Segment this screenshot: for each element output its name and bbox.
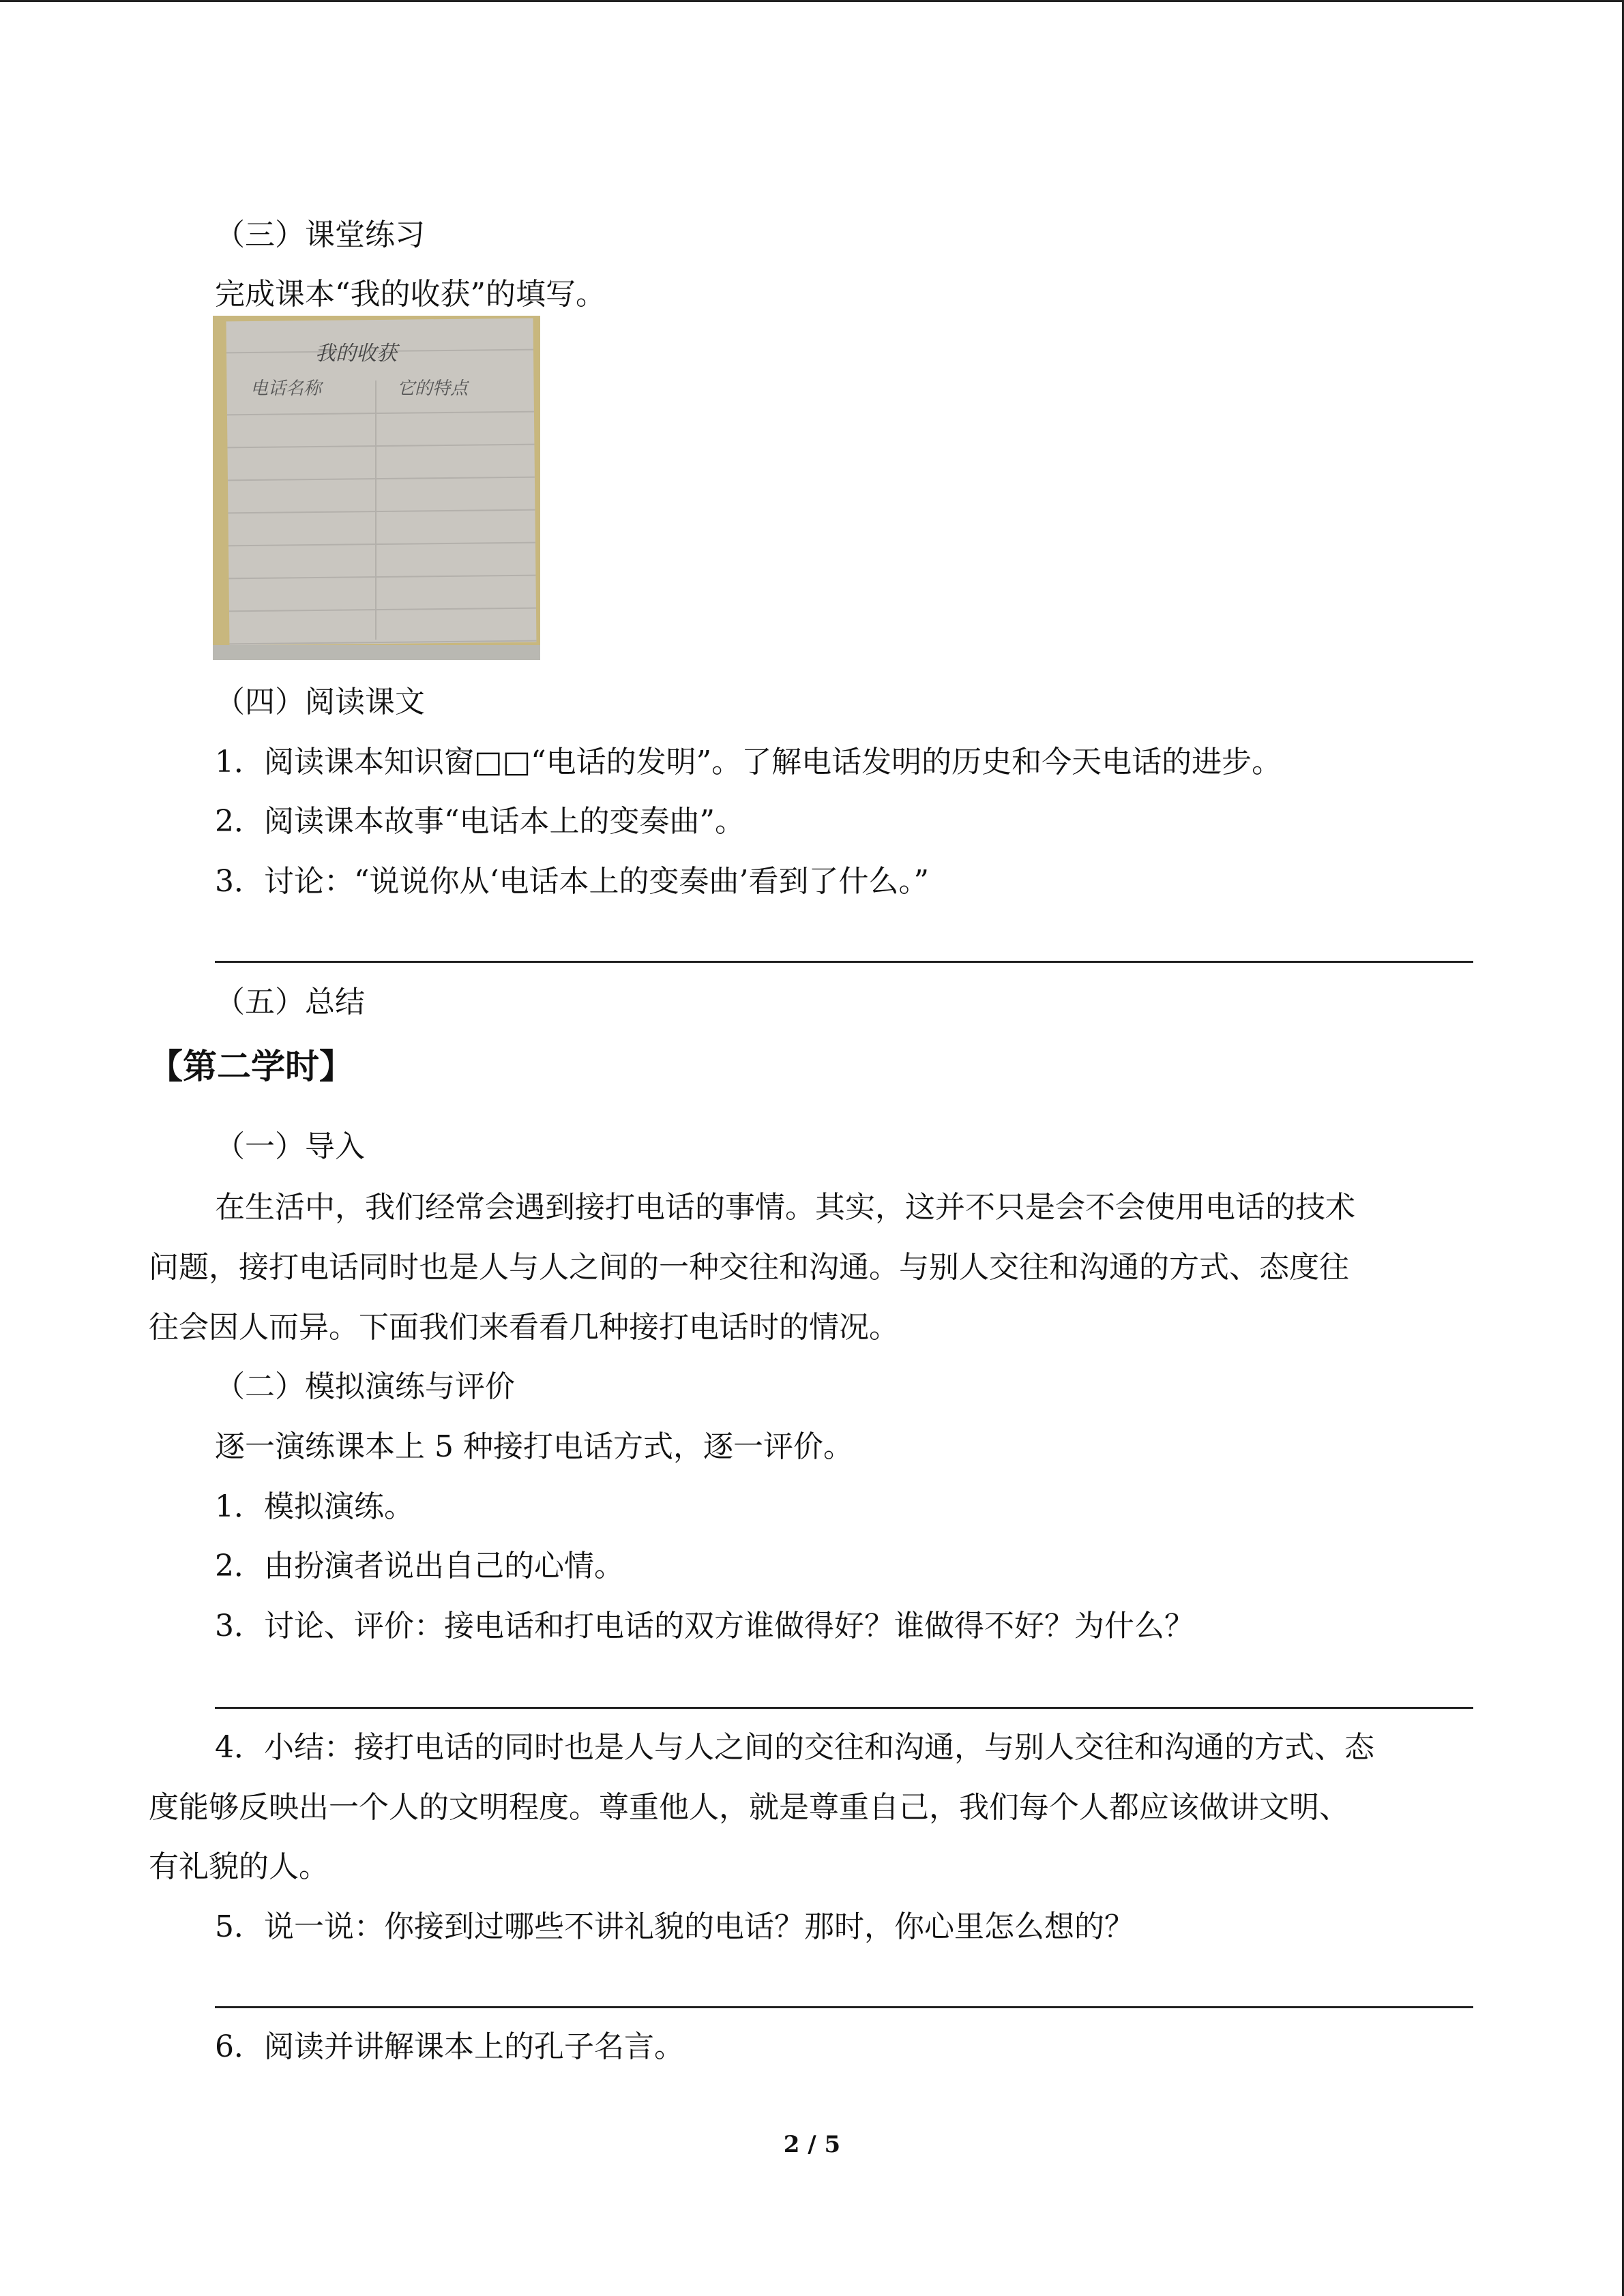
section3-instruction: 完成课本“我的收获”的填写。: [215, 277, 606, 312]
lesson2-item-6: 6．阅读并讲解课本上的孔子名言。: [215, 2029, 684, 2064]
practice-title: （二）模拟演练与评价: [215, 1369, 515, 1404]
notebook-title: 我的收获: [315, 342, 397, 366]
section5-title: （五）总结: [215, 985, 365, 1019]
answer-line: [215, 1707, 1473, 1709]
intro-line-3: 往会因人而异。下面我们来看看几种接打电话时的情况。: [149, 1310, 899, 1345]
practice-item-2: 2．由扮演者说出自己的心情。: [215, 1549, 624, 1583]
answer-line: [215, 961, 1473, 963]
answer-line: [215, 2006, 1473, 2008]
lesson2-item-5: 5．说一说：你接到过哪些不讲礼貌的电话？那时，你心里怎么想的？: [215, 1909, 1134, 1944]
notebook-column-2: 它的特点: [397, 378, 469, 399]
section4-item-1: 1．阅读课本知识窗□□“电话的发明”。了解电话发明的历史和今天电话的进步。: [215, 745, 1282, 779]
section4-title: （四）阅读课文: [215, 685, 425, 719]
summary-line-3: 有礼貌的人。: [149, 1849, 329, 1884]
intro-line-2: 问题，接打电话同时也是人与人之间的一种交往和沟通。与别人交往和沟通的方式、态度往: [149, 1250, 1349, 1285]
practice-instruction: 逐一演练课本上 5 种接打电话方式，逐一评价。: [215, 1429, 853, 1464]
practice-item-1: 1．模拟演练。: [215, 1489, 414, 1524]
intro-line-1: 在生活中，我们经常会遇到接打电话的事情。其实，这并不只是会不会使用电话的技术: [215, 1190, 1355, 1225]
summary-line-2: 度能够反映出一个人的文明程度。尊重他人，就是尊重自己，我们每个人都应该做讲文明、: [149, 1790, 1349, 1825]
notebook-edge: [213, 645, 540, 660]
summary-line-1: 4．小结：接打电话的同时也是人与人之间的交往和沟通，与别人交往和沟通的方式、态: [215, 1730, 1374, 1765]
notebook-paper: [226, 318, 537, 646]
section4-item-2: 2．阅读课本故事“电话本上的变奏曲”。: [215, 804, 745, 839]
section4-item-3: 3．讨论：“说说你从‘电话本上的变奏曲’看到了什么。”: [215, 864, 929, 899]
section3-title: （三）课堂练习: [215, 218, 425, 252]
page-border-top: [0, 0, 1624, 2]
lesson2-heading: 【第二学时】: [149, 1047, 353, 1086]
practice-item-3: 3．讨论、评价：接电话和打电话的双方谁做得好？谁做得不好？为什么？: [215, 1609, 1194, 1643]
intro-title: （一）导入: [215, 1129, 365, 1164]
page-number: 2 / 5: [783, 2131, 841, 2158]
notebook-photo: [213, 316, 540, 660]
notebook-column-divider: [375, 381, 377, 640]
notebook-column-1: 电话名称: [250, 378, 322, 399]
